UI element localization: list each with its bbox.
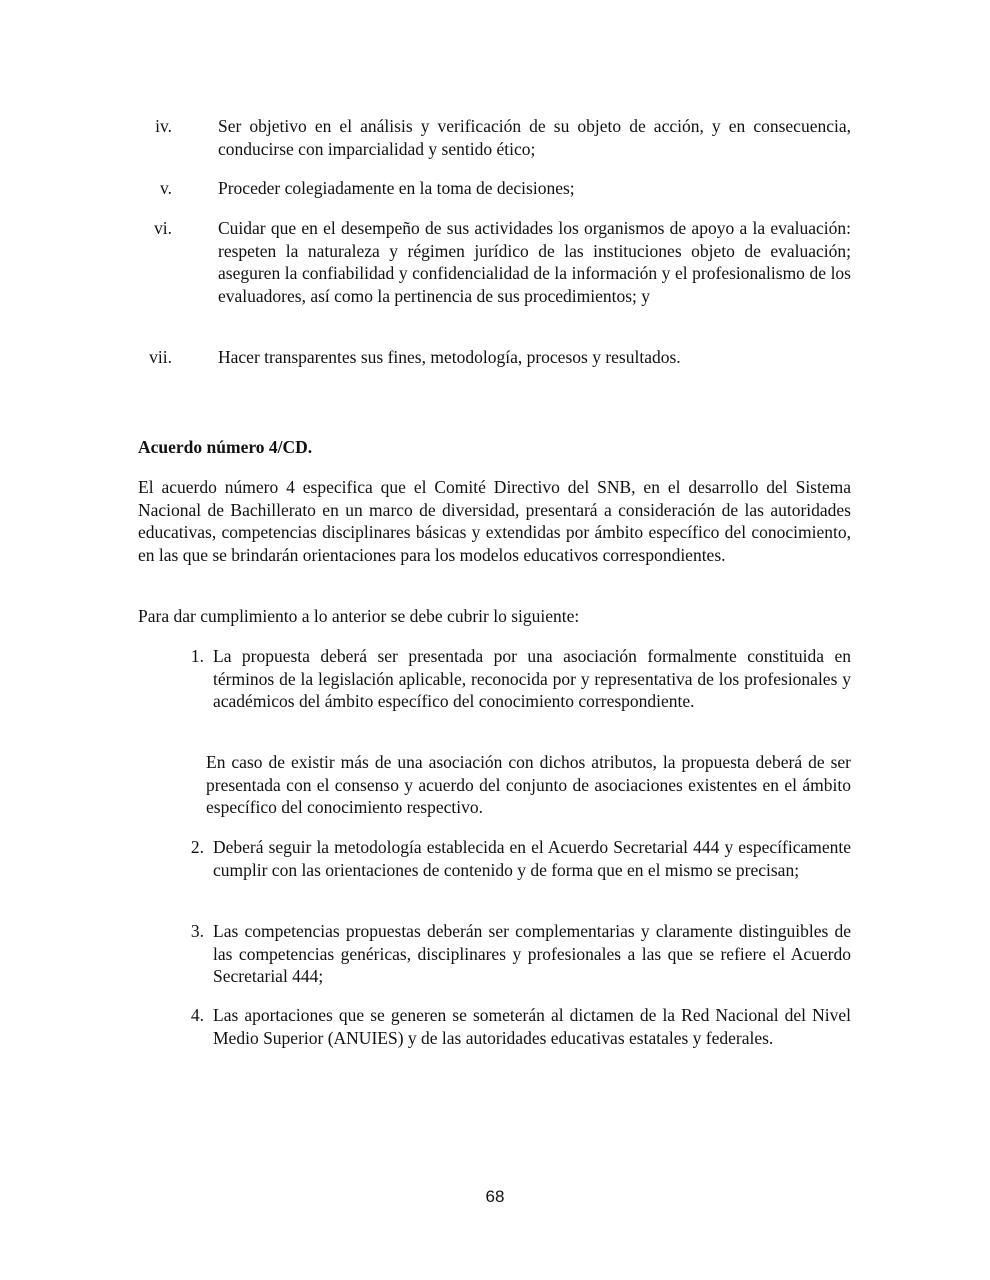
list-marker: 1. bbox=[190, 646, 204, 666]
section-heading: Acuerdo número 4/CD. bbox=[138, 437, 313, 457]
page-number: 68 bbox=[485, 1187, 505, 1206]
list-item-note: En caso de existir más de una asociación con dichos atributos, la propuesta deberá de ser presentada con el consenso y acuerdo del conjunto de asociaciones existentes en el ámbito específico del conocimiento respectivo. bbox=[206, 752, 851, 817]
paragraph: Para dar cumplimiento a lo anterior se debe cubrir lo siguiente: bbox=[138, 606, 580, 626]
list-text: Proceder colegiadamente en la toma de decisiones; bbox=[218, 178, 575, 198]
list-text: Las competencias propuestas deberán ser complementarias y claramente distinguibles de las competencias genéricas, disciplinares y profesionales a las que se refiere el Acuerdo Secretarial 444; bbox=[213, 921, 851, 986]
list-marker: vi. bbox=[154, 218, 172, 238]
list-marker: v. bbox=[160, 178, 172, 198]
list-text: Cuidar que en el desempeño de sus actividades los organismos de apoyo a la evaluación: respeten la naturaleza y régimen jurídico de las instituciones objeto de evaluación; aseguren la confiabilidad y confidencialidad de la información y el profesionalismo de los evaluadores, así como la pertinencia de sus procedimientos; y bbox=[218, 218, 851, 306]
list-text: Ser objetivo en el análisis y verificación de su objeto de acción, y en consecuencia, conducirse con imparcialidad y sentido ético; bbox=[218, 116, 851, 159]
list-marker: iv. bbox=[155, 116, 172, 136]
list-text: La propuesta deberá ser presentada por una asociación formalmente constituida en términos de la legislación aplicable, reconocida por y representativa de los profesionales y académicos del ámbito específico del conocimiento correspondiente. bbox=[213, 646, 851, 711]
list-text: Deberá seguir la metodología establecida en el Acuerdo Secretarial 444 y específicamente cumplir con las orientaciones de contenido y de forma que en el mismo se precisan; bbox=[213, 837, 851, 880]
list-marker: 3. bbox=[190, 921, 204, 941]
list-marker: vii. bbox=[149, 347, 172, 367]
list-marker: 2. bbox=[190, 837, 204, 857]
paragraph: El acuerdo número 4 especifica que el Comité Directivo del SNB, en el desarrollo del Sistema Nacional de Bachillerato en un marco de diversidad, presentará a consideración de las autoridades educativas, competencias disciplinares básicas y extendidas por ámbito específico del conocimiento, en las que se brindarán orientaciones para los modelos educativos correspondientes. bbox=[138, 477, 851, 565]
list-text: Las aportaciones que se generen se someterán al dictamen de la Red Nacional del Nivel Medio Superior (ANUIES) y de las autoridades educativas estatales y federales. bbox=[213, 1005, 851, 1048]
list-text: Hacer transparentes sus fines, metodología, procesos y resultados. bbox=[218, 347, 681, 367]
list-marker: 4. bbox=[190, 1005, 204, 1025]
